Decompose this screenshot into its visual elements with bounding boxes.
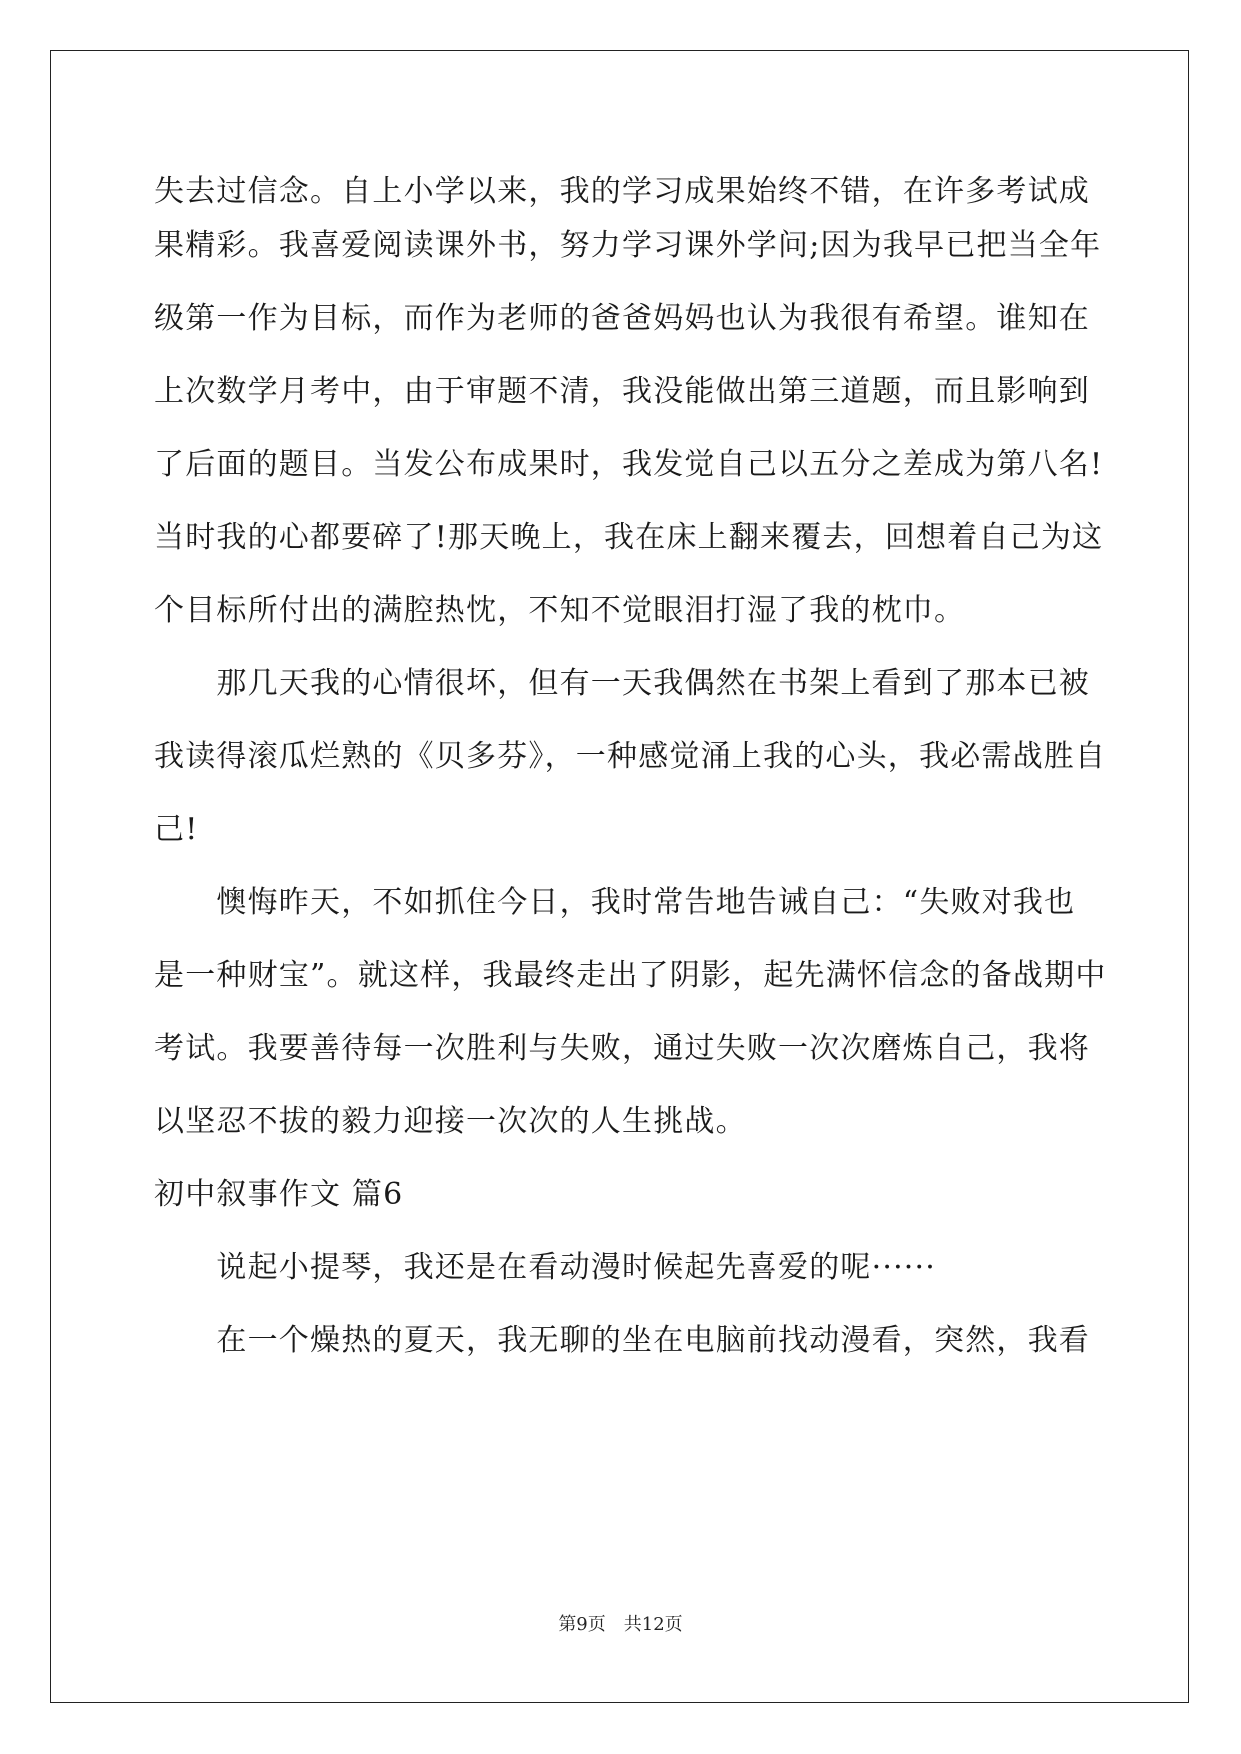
text-line: 说起小提琴，我还是在看动漫时候起先喜爱的呢······ bbox=[154, 1250, 937, 1285]
text-line: 我读得滚瓜烂熟的《贝多芬》，一种感觉涌上我的心头，我必需战胜自 bbox=[154, 739, 1107, 774]
text-line: 在一个燥热的夏天，我无聊的坐在电脑前找动漫看，突然，我看 bbox=[154, 1323, 1090, 1358]
text-line: 当时我的心都要碎了!那天晚上，我在床上翻来覆去，回想着自己为这 bbox=[154, 520, 1104, 555]
text-line: 那几天我的心情很坏，但有一天我偶然在书架上看到了那本已被 bbox=[154, 666, 1090, 701]
text-line: 失去过信念。自上小学以来，我的学习成果始终不错，在许多考试成 bbox=[154, 174, 1090, 209]
text-line: 果精彩。我喜爱阅读课外书，努力学习课外学问;因为我早已把当全年 bbox=[154, 228, 1102, 263]
text-line: 己! bbox=[154, 812, 199, 847]
text-line: 级第一作为目标，而作为老师的爸爸妈妈也认为我很有希望。谁知在 bbox=[154, 301, 1090, 336]
page-footer: 第9页 共12页 bbox=[558, 1614, 683, 1635]
page-border bbox=[50, 50, 1189, 1703]
section-heading: 初中叙事作文 篇6 bbox=[154, 1177, 404, 1212]
text-line: 是一种财宝”。就这样，我最终走出了阴影，起先满怀信念的备战期中 bbox=[154, 958, 1107, 993]
text-line: 个目标所付出的满腔热忱，不知不觉眼泪打湿了我的枕巾。 bbox=[154, 593, 966, 628]
text-line: 以坚忍不拔的毅力迎接一次次的人生挑战。 bbox=[154, 1104, 747, 1139]
text-line: 上次数学月考中，由于审题不清，我没能做出第三道题，而且影响到 bbox=[154, 374, 1090, 409]
text-line: 懊悔昨天，不如抓住今日，我时常告地告诫自己：“失败对我也 bbox=[154, 885, 1076, 920]
text-line: 了后面的题目。当发公布成果时，我发觉自己以五分之差成为第八名! bbox=[154, 447, 1104, 482]
text-line: 考试。我要善待每一次胜利与失败，通过失败一次次磨炼自己，我将 bbox=[154, 1031, 1090, 1066]
